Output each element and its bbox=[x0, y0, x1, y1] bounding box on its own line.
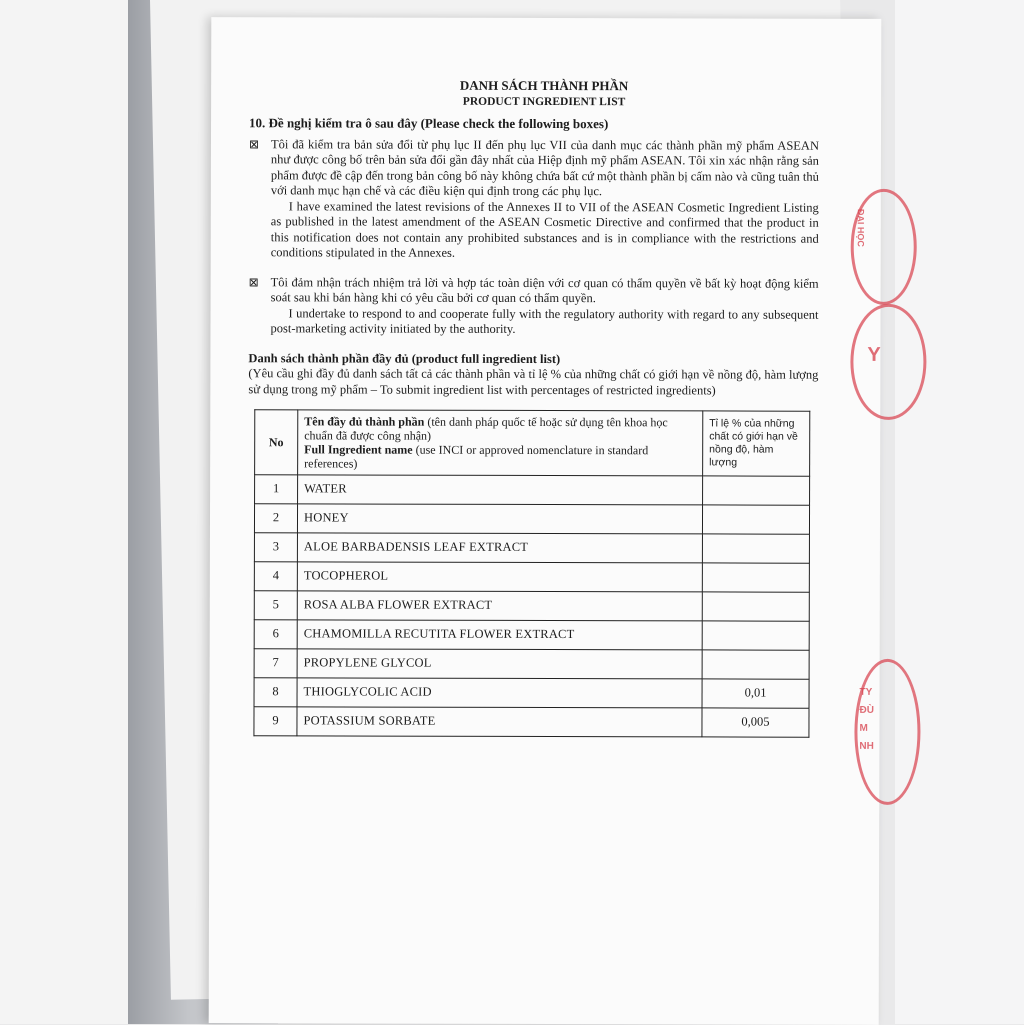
row-percent bbox=[702, 505, 809, 534]
table-row bbox=[255, 475, 810, 505]
table-row bbox=[254, 649, 809, 679]
stamp-red-2 bbox=[850, 304, 926, 420]
header-name bbox=[298, 410, 703, 476]
row-ingredient: THIOGLYCOLIC ACID bbox=[297, 678, 702, 708]
header-name-vi-rest: (tên danh pháp quốc tế hoặc sử dụng tên khoa học chuẩn đã được công nhận) bbox=[304, 414, 668, 443]
ingredient-list-heading: Danh sách thành phần đầy đủ (product full ingredient list) bbox=[248, 350, 561, 366]
row-percent: 0,005 bbox=[702, 708, 809, 737]
row-percent bbox=[702, 592, 809, 621]
row-ingredient: ROSA ALBA FLOWER EXTRACT bbox=[297, 591, 702, 621]
row-no: 8 bbox=[254, 678, 297, 707]
row-ingredient: TOCOPHEROL bbox=[297, 562, 702, 592]
header-percent: Tỉ lệ % của những chất có giới hạn về nồng độ, hàm lượng bbox=[703, 411, 810, 476]
table-row bbox=[254, 678, 809, 708]
checked-box-icon: ⊠ bbox=[248, 136, 260, 151]
stamp-red-1 bbox=[851, 189, 917, 305]
row-ingredient: WATER bbox=[298, 475, 703, 505]
background-right bbox=[895, 0, 1024, 1024]
row-no: 6 bbox=[254, 620, 297, 649]
ingredient-list-note: (Yêu cầu ghi đầy đủ danh sách tất cả các thành phần và tỉ lệ % của những chất có giới hạn về nồng độ, hàm lượng sử dụng trong mỹ phẩm – To submit ingredient list with percentages of restricted ingredients) bbox=[248, 366, 819, 397]
stamp-text-2: Y bbox=[867, 343, 881, 366]
declaration-2 bbox=[248, 275, 818, 338]
row-ingredient: ALOE BARBADENSIS LEAF EXTRACT bbox=[297, 533, 702, 563]
header-name-en-rest: (use INCI or approved nomenclature in standard references) bbox=[304, 442, 649, 471]
row-percent bbox=[703, 476, 810, 505]
row-no: 1 bbox=[255, 475, 298, 504]
declaration-1 bbox=[249, 137, 819, 262]
row-no: 3 bbox=[254, 533, 297, 562]
declaration-2-vi: Tôi đảm nhận trách nhiệm trả lời và hợp tác toàn diện với cơ quan có thẩm quyền về bất kỳ hoạt động kiểm soát sau khi bán hàng khi có yêu cầu bởi cơ quan có thẩm quyền. bbox=[270, 274, 819, 306]
row-no: 7 bbox=[254, 649, 297, 678]
title-english: PRODUCT INGREDIENT LIST bbox=[462, 95, 626, 108]
table-row bbox=[254, 620, 809, 650]
document-content bbox=[247, 77, 819, 737]
row-percent bbox=[702, 534, 809, 563]
row-ingredient: PROPYLENE GLYCOL bbox=[297, 649, 702, 679]
row-ingredient: POTASSIUM SORBATE bbox=[297, 707, 702, 737]
header-no: No bbox=[255, 410, 298, 475]
title-vietnamese: DANH SÁCH THÀNH PHẦN bbox=[459, 77, 629, 94]
table-row bbox=[254, 707, 809, 737]
row-no: 5 bbox=[254, 591, 297, 620]
row-percent bbox=[702, 650, 809, 679]
table-header-row bbox=[255, 410, 810, 476]
underlying-header bbox=[630, 0, 785, 2]
table-row bbox=[254, 591, 809, 621]
document-page bbox=[209, 17, 882, 1025]
declaration-1-en: I have examined the latest revisions of the Annexes II to VII of the ASEAN Cosmetic Ingredient Listing as published in the latest amendment of the ASEAN Cosmetic Directive and confirmed that the product in this notification does not contain any prohibited substances and is in compliance with the restrictions and conditions stipulated in the Annexes. bbox=[270, 198, 819, 260]
ingredient-table bbox=[253, 409, 810, 737]
row-percent: 0,01 bbox=[702, 679, 809, 708]
background-left bbox=[0, 0, 128, 1024]
table-row bbox=[254, 504, 809, 534]
row-percent bbox=[702, 563, 809, 592]
row-no: 9 bbox=[254, 707, 297, 736]
row-ingredient: CHAMOMILLA RECUTITA FLOWER EXTRACT bbox=[297, 620, 702, 650]
stamp-text-3: TY ĐÙ M NH bbox=[859, 686, 874, 752]
stamp-text-1: ĐẠI HỌC bbox=[855, 208, 866, 247]
row-no: 4 bbox=[254, 562, 297, 591]
declaration-2-en: I undertake to respond to and cooperate fully with the regulatory authority with regard to any subsequent post-marketing activity initiated by the authority. bbox=[270, 305, 819, 336]
row-percent bbox=[702, 621, 809, 650]
declaration-1-vi: Tôi đã kiểm tra bản sửa đổi từ phụ lục II đến phụ lục VII của danh mục các thành phần mỹ phẩm ASEAN như được công bố trên bản sửa đổi gần đây nhất của Hiệp định mỹ phẩm ASEAN. Tôi xin xác nhận rằng sản phẩm được đề cập đến trong bản công bố này không chứa bất cứ một thành phần bị cấm nào và cũng tuân thủ với danh mục hạn chế và các điều kiện qui định trong các phụ lục. bbox=[270, 136, 820, 199]
row-ingredient: HONEY bbox=[297, 504, 702, 534]
section-heading: 10. Đề nghị kiểm tra ô sau đây (Please check the following boxes) bbox=[249, 115, 609, 132]
header-name-vi-bold: Tên đầy đủ thành phần bbox=[304, 414, 425, 429]
checked-box-icon: ⊠ bbox=[248, 274, 259, 289]
table-row bbox=[254, 562, 809, 592]
table-row bbox=[254, 533, 809, 563]
row-no: 2 bbox=[254, 504, 297, 533]
header-name-en-bold: Full Ingredient name bbox=[304, 442, 413, 457]
